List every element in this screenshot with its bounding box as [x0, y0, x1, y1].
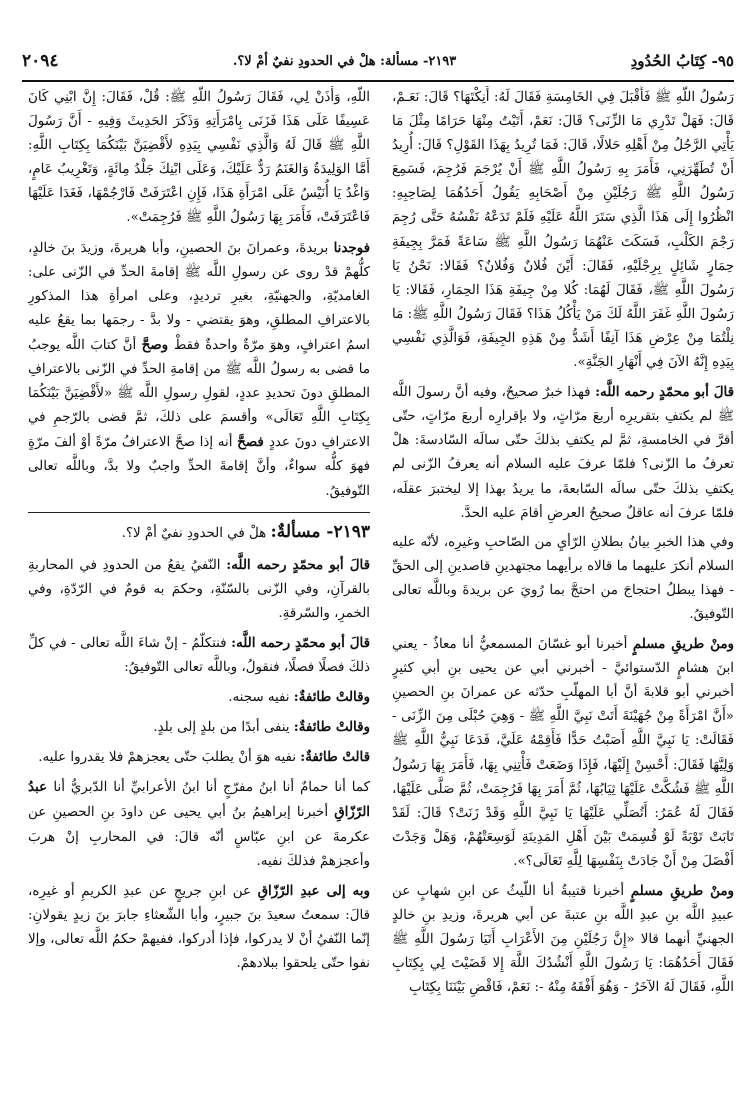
opinion-text-3: نفيه هوَ أنْ يطلبَ حتّى يعجزهمْ فلا يقدروا عليه.	[38, 750, 301, 766]
section-question: هلْ في الحدودِ نفيٌ أمْ لا؟.	[121, 525, 271, 541]
narration-paragraph	[392, 632, 734, 874]
ruling-text-c: أنه إذا صحَّ الاعترافُ مرّةً أوْ ألفَ مرّةٍ فهوَ كلُّه سواءٌ، وأنَّ إقامةَ الحدِّ واجبٌ ولا بدَّ، وباللَّه تعالى التّوفيقُ.	[28, 435, 370, 499]
ruling-text-b: أنَّ كتابَ اللَّه يوجبُ ما قضى به رسولُ اللَّه ﷺ من إقامةِ الحدِّ في الزّنى بالاعترافِ المطلقِ دونَ تحديدِ عددٍ، لقولِ رسولِ اللَّه ﷺ «لأَقْضِيَنَّ بَيْنَكُمَا بِكِتَابِ اللَّهِ تَعَالَى» وأقسمَ على ذلكَ، ثمَّ قضى بالرّجمِ في الاعترافِ دونَ عددٍ	[28, 337, 370, 451]
author-paragraph	[28, 553, 370, 626]
section-heading	[28, 519, 370, 547]
ruling-bold-1: وصحَّ	[141, 336, 174, 353]
section-divider	[28, 512, 370, 513]
author-lead: قالَ أبو محمّدٍ رحمه اللَّه:	[595, 384, 734, 401]
ruling-paragraph	[28, 236, 370, 504]
narration-lead: ومنْ طريقِ مسلمٍ	[632, 636, 734, 653]
page-number: ٢٠٩٤	[22, 51, 59, 71]
opinion-paragraph-3	[28, 745, 370, 770]
commentary-paragraph	[392, 380, 734, 526]
chain-lead: عبدُ الرّزّاقِ	[28, 779, 370, 821]
ruling-lead: فوجدنا	[333, 239, 370, 256]
chain-text-b: أخبرنا إبراهيمُ بنُ أبي يحيى عن داودَ بنِ الحصينِ عن عكرمةَ عن ابنِ عبّاسٍ أنّه قالَ: في المحاربِ إنْ هربَ وأعجزهمْ فذلكَ نفيه.	[28, 805, 370, 869]
author-lead-left: قالَ أبو محمّدٍ رحمه اللَّه:	[226, 556, 370, 573]
hadith-continuation-left: اللَّهِ، وَأْذَنْ لِي، فَقَالَ رَسُولُ اللَّهِ ﷺ: قُلْ، فَقَالَ: إِنَّ ابْنِي كَانَ عَسِيفًا عَلَى هَذَا فَزَنَى بِامْرَأَتِهِ وَذَكَرَ الحَدِيثَ وَفِيهِ - أَنَّ رَسُولَ اللَّهِ ﷺ قَالَ لَهُ وَالَّذِي نَفْسِي بِيَدِهِ لأَقْضِيَنَّ بَيْنَكُمَا بِكِتَابِ اللَّهِ: أَمَّا الوَلِيدَةُ وَالغَنَمُ رَدٌّ عَلَيْكَ، وَعَلَى ابْنِكَ جَلْدُ مِائَةٍ، وَتَغْرِيبُ عَامٍ، وَاغْدُ يَا أُنَيْسُ عَلَى امْرَأَةِ هَذَا، فَإِنِ اعْتَرَفَتْ فَارْجُمْهَا، فَغَدَا عَلَيْهَا فَاعْتَرَفَتْ، فَأَمَرَ بِهَا رَسُولُ اللَّهِ ﷺ فَرُجِمَتْ».	[28, 90, 370, 226]
opinion-paragraph-2	[28, 715, 370, 740]
opinion-lead-1: وقالتْ طائفةٌ:	[293, 689, 370, 706]
opinion-lead-3: قالتْ طائفةٌ:	[300, 749, 370, 766]
chain-lead-2: وبه إلى عبدِ الرّزّاقِ	[257, 882, 370, 899]
ruling-bold-2: فصحَّ	[237, 434, 269, 451]
running-title: ٢١٩٣- مسألة: هلْ في الحدودِ نفيٌ أمْ لا؟.	[232, 53, 457, 69]
section-number: ٢١٩٣- مسألةٌ:	[270, 521, 370, 542]
hadith-continuation: رَسُولُ اللَّهِ ﷺ فَأَقْبَلَ فِي الخَامِسَةِ فَقَالَ لَهُ: أَنِكْتَهَا؟ قَالَ: نَعَـمْ، قَالَ: فَهَلْ تَدْرِي مَا الزِّنَى؟ قَالَ: نَعَمْ، أَتَيْتُ مِنْهَا حَرَامًا مِثْلَ مَا يَأْتِي الرَّجُلُ مِنْ أَهْلِهِ حَلالًا، قَالَ: فَمَا تُرِيدُ بِهَذَا القَوْلِ؟ قَالَ: أُرِيدُ أَنْ تُطَهِّرَنِي، فَأَمَرَ بِهِ رَسُولُ اللَّهِ ﷺ أَنْ يُرْجَمَ فَرُجِمَ، فَسَمِعَ رَسُولُ اللَّهِ ﷺ رَجُلَيْنِ مِنْ أَصْحَابِهِ يَقُولُ أَحَدُهُمَا لِصَاحِبِهِ: انْظُرُوا إِلَى هَذَا الَّذِي سَتَرَ اللَّهُ عَلَيْهِ فَلَمْ تَدَعْهُ نَفْسُهُ حَتَّى رُجِمَ رَجْمَ الكَلْبِ، فَسَكَتَ عَنْهُمَا رَسُولُ اللَّهِ ﷺ سَاعَةً فَمَرَّ بِجِيفَةِ حِمَارٍ شَائِلٍ بِرِجْلَيْهِ، فَقَالَ: أَيْنَ فُلانٌ وَفُلانٌ؟ فَقَالا: نَحْنُ يَا رَسُولَ اللَّهِ ﷺ، فَقَالَ لَهُمَا: كُلا مِنْ جِيفَةِ هَذَا الحِمَارِ، فَقَالا: يَا رَسُولَ اللَّهِ غَفَرَ اللَّهُ لَكَ مَنْ يَأْكُلُ هَذَا؟ فَقَالَ رَسُولُ اللَّهِ ﷺ: مَا نِلْتُمَا مِنْ عِرْضِ هَذَا آنِفًا أَشَدُّ مِنْ هَذِهِ الجِيفَةِ، فَوَالَّذِي نَفْسِي بِيَدِهِ إِنَّهُ الآنَ فِي أَنْهَارِ الجَنَّةِ».	[392, 90, 734, 371]
chain-text-2: عن ابنِ جريجٍ عن عبدِ الكريمِ أو غيرِه، قالَ: سمعتُ سعيدَ بنَ جبيرٍ، وأبا الشّعثاءِ جابرَ بنَ زيدٍ يقولانِ: إنّما النّفيُ أنْ لا يدركوا، فإذا أدركوا، ففيهمْ حكمُ اللَّه تعالى، وإلا نفوا حتّى يلحقوا ببلادهمْ.	[28, 883, 370, 971]
author-lead-left-2: قالَ أبو محمّدٍ رحمه اللَّه:	[231, 634, 370, 651]
chapter-title: ٩٥- كِتَابُ الحُدُودِ	[630, 52, 734, 70]
author-text-left: النّفيُ يقعُ من الحدودِ في المحاربةِ بالقرآنِ، وفي الزّنى بالسّنّةِ، وحكمَ به قومٌ في الرّدّةِ، وفي الخمرِ، والسّرقةِ.	[28, 557, 370, 621]
ruling-text-a: بريدةَ، وعمرانَ بنَ الحصينِ، وأبا هريرةَ، وزيدَ بنَ خالدٍ، كلُّهمْ قدْ روى عن رسولِ اللَّه ﷺ إقامةَ الحدِّ في الزّنى على: الغامديّةِ، والجهنيّةِ، بغيرِ ترديدٍ، وعلى امرأةِ هذا المذكورِ بالاعترافِ المطلقِ، وهوَ يقتضي - ولا بدَّ - رجمَها بما يقعُ عليه اسمُ اعترافٍ، وهوَ مرّةٌ واحدةٌ فقطْ	[28, 240, 370, 353]
opinion-paragraph-1	[28, 685, 370, 710]
author-paragraph-2	[28, 631, 370, 680]
narration-paragraph-2	[392, 879, 734, 1000]
right-column	[392, 86, 734, 1096]
opinion-text-2: ينفى أبدًا من بلدٍ إلى بلدٍ.	[153, 720, 294, 736]
narration-text: أخبرنا أبو غسّانَ المسمعيُّ أنا معاذٌ - يعني ابنَ هشامٍ الدّستوائيَّ - أخبرني أبي عن يحيى بنِ أبي كثيرٍ أخبرني أبو قلابةَ أنَّ أبا المهلّبِ حدّثه عن عمرانَ بنِ الحصينِ «أَنَّ امْرَأَةً مِنْ جُهَيْنَةَ أَتَتْ نَبِيَّ اللَّهِ ﷺ - وَهِيَ حُبْلَى مِنَ الزِّنَى - فَقَالَتْ: يَا نَبِيَّ اللَّهِ أَصَبْتُ حَدًّا فَأَقِمْهُ عَلَيَّ، فَدَعَا نَبِيُّ اللَّهِ ﷺ وَلِيَّهَا فَقَالَ: أَحْسِنْ إِلَيْهَا، فَإِذَا وَضَعَتْ فَأْتِنِي بِهَا، فَأَمَرَ بِهَا رَسُولُ اللَّهِ ﷺ فَشُكَّتْ عَلَيْهَا ثِيَابُهَا، ثُمَّ أَمَرَ بِهَا فَرُجِمَتْ، ثُمَّ صَلَّى عَلَيْهَا، فَقَالَ لَهُ عُمَرُ: أَتُصَلِّي عَلَيْهَا يَا نَبِيَّ اللَّهِ وَقَدْ زَنَتْ؟ قَالَ: لَقَدْ تَابَتْ تَوْبَةً لَوْ قُسِمَتْ بَيْنَ أَهْلِ المَدِينَةِ لَوَسِعَتْهُمْ، وَهَلْ وَجَدْتَ أَفْضَلَ مِنْ أَنْ جَادَتْ بِنَفْسِهَا لِلَّهِ تَعَالَى؟».	[392, 637, 734, 869]
opinion-text-1: نفيه سجنه.	[228, 690, 294, 706]
commentary-text: فهذا خبرٌ صحيحٌ، وفيه أنَّ رسولَ اللَّه ﷺ لم يكتفِ بتقريرِه أربعَ مرّاتٍ، ولا بإقرارِه أربعَ مرّاتٍ، حتّى أقرَّ في الخامسةِ، ثمَّ لم يكتفِ بذلكَ حتّى سالَه السّادسةَ: هلْ تعرفُ ما الزّنى؟ فلمّا عرفَ عليه السلام أنه يعرفُ الزّنى لم يكتفِ بذلكَ حتّى سالَه السّابعةَ، ما يريدُ بهذا إلا ليختبرَ عقلَه، فلمّا عرفَ أنه عاقلٌ صحيحُ العرضِ أقامَ عليه الحدَّ.	[392, 385, 734, 521]
chain-paragraph	[28, 775, 370, 873]
chain-paragraph-2	[28, 879, 370, 976]
narration-lead-2: ومنْ طريقِ مسلمٍ	[630, 883, 734, 899]
narration-text-2: أخبرنا قتيبةُ أنا اللّيثُ عن ابنِ شهابٍ عن عبيدِ اللَّه بنِ عبدِ اللَّه بنِ عتبةَ عن أبي هريرةَ، وزيدِ بنِ خالدٍ الجهنيِّ أنهما قالا «إِنَّ رَجُلَيْنِ مِنَ الأَعْرَابِ أَتَيَا رَسُولَ اللَّهِ ﷺ فَقَالَ أَحَدُهُمَا: يَا رَسُولَ اللَّهِ أَنْشُدُكَ اللَّهَ إِلا قَضَيْتَ لِي بِكِتَابِ اللَّهِ، فَقَالَ لَهُ الآخَرُ - وَهُوَ أَفْقَهُ مِنْهُ -: نَعَمْ، فَاقْضِ بَيْنَنَا بِكِتَابِ	[392, 884, 734, 996]
header-rule	[22, 80, 734, 82]
author-text-left-2: فنتكلّمُ - إنْ شاءَ اللَّه تعالى - في كلِّ ذلكَ فصلًا فصلًا، فنقولُ، وباللَّه تعالى التّوفيقُ:	[28, 635, 370, 675]
chain-text-a: كما أنا حمامٌ أنا ابنُ مفرّجٍ أنا ابنُ الأعرابيِّ أنا الدّبريُّ أنا	[53, 780, 370, 796]
opinion-lead-2: وقالتْ طائفةٌ:	[293, 719, 370, 736]
commentary-paragraph-2: وفي هذا الخبرِ بيانُ بطلانِ الرّأيِ من الصّاحبِ وغيرِه، لأنّه عليه السلام أنكرَ عليهما ما قالاه برأيهما مجتهدينِ قاصدينِ إلى الحقِّ - فهذا يبطلُ احتجاجَ من احتجَّ بما رُويَ عن بريدةَ وباللَّه تعالى التّوفيقُ.	[392, 534, 734, 622]
left-column	[28, 86, 370, 1096]
page-header	[22, 46, 734, 76]
